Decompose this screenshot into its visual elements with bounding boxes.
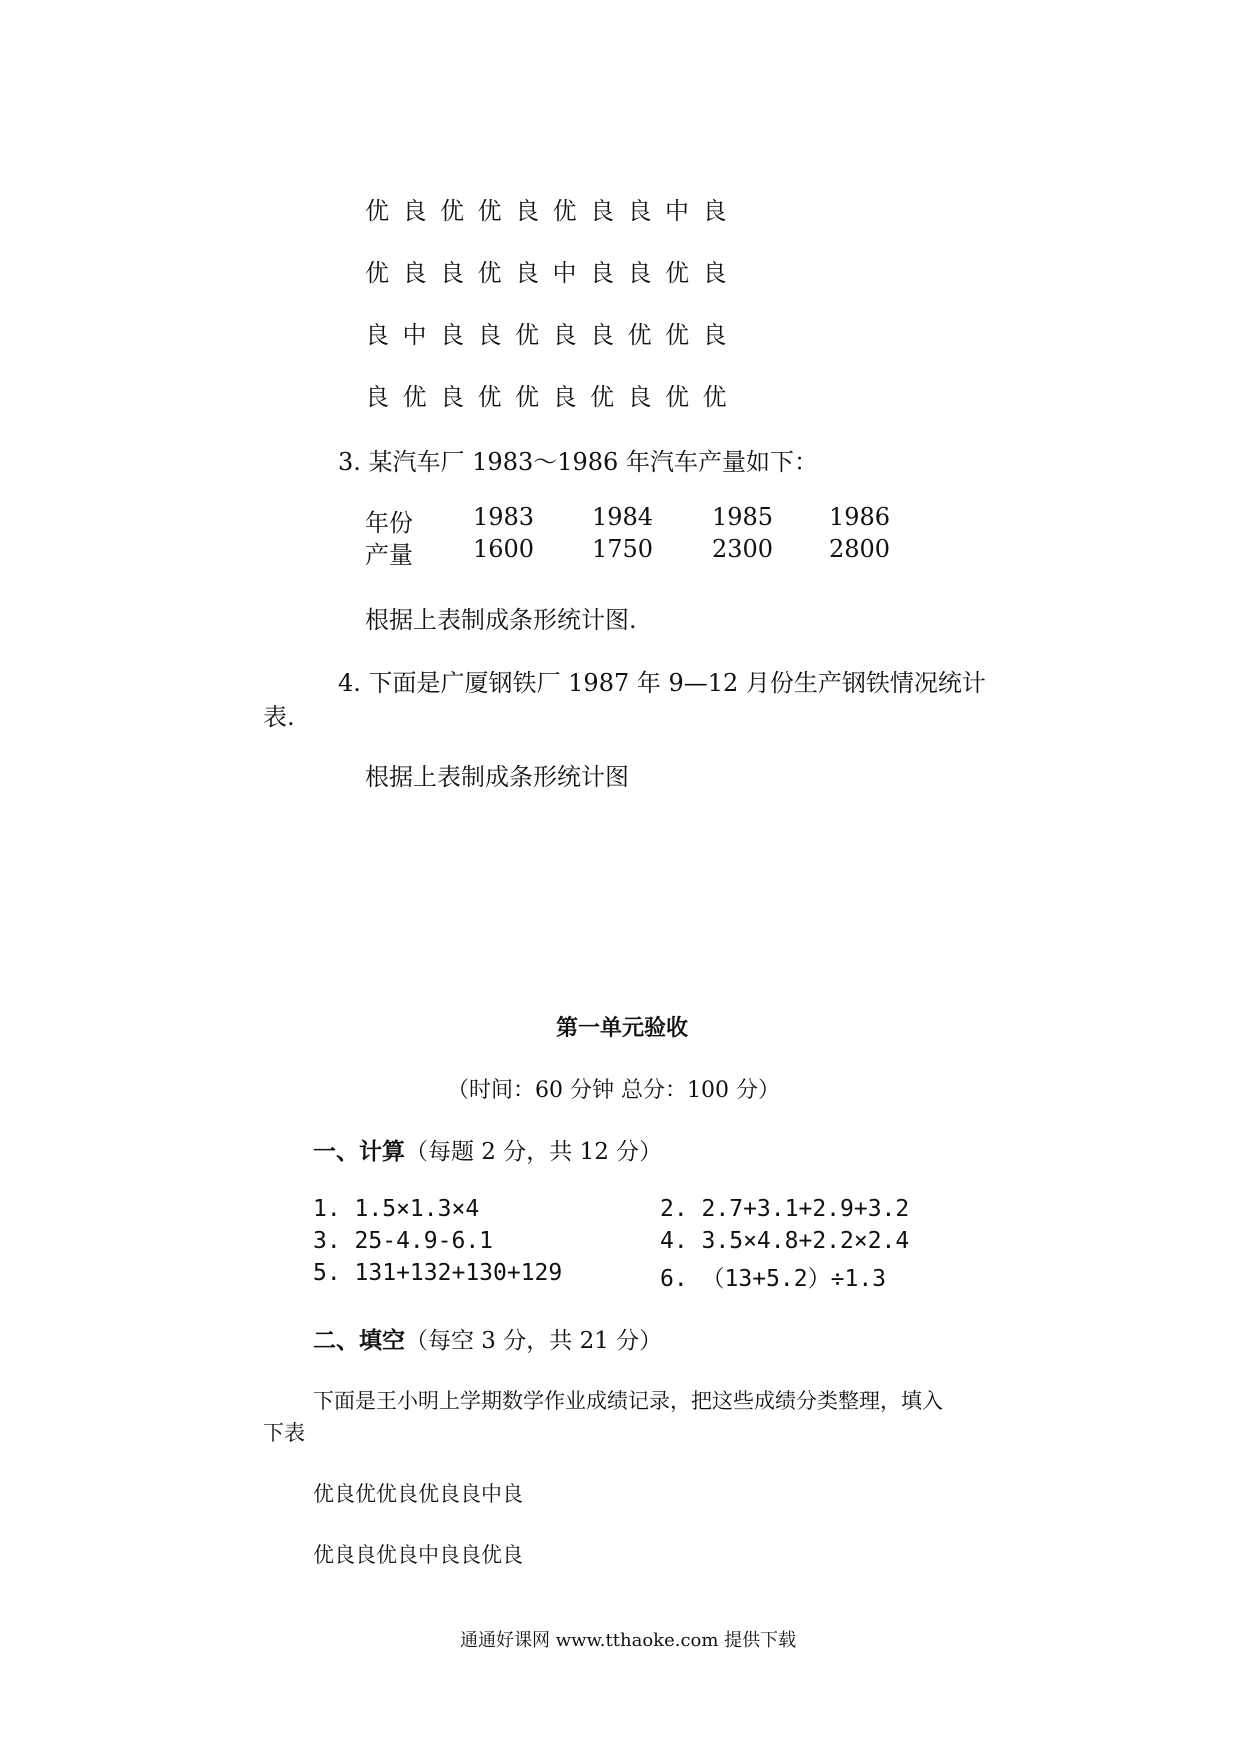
unit-subtitle: （时间：60 分钟 总分：100 分） <box>447 1078 780 1103</box>
grade-cell: 优 <box>515 321 539 349</box>
question-3: 3. 某汽车厂 1983～1986 年汽车产量如下： <box>338 448 818 476</box>
grade-cell: 优 <box>477 383 502 411</box>
calc-item-4: 4. 3.5×4.8+2.2×2.4 <box>660 1228 910 1254</box>
unit-title: 第一单元验收 <box>556 1015 689 1041</box>
grade-cell: 良 <box>590 321 614 349</box>
question-3-instruction: 根据上表制成条形统计图. <box>365 606 637 634</box>
calc-item-1: 1. 1.5×1.3×4 <box>313 1196 480 1222</box>
section-1-title: 一、计算 <box>313 1138 405 1165</box>
grade-cell: 良 <box>440 383 464 411</box>
grade-cell: 优 <box>477 259 502 287</box>
grade-cell: 良 <box>627 197 652 225</box>
grade-cell: 优 <box>515 383 539 411</box>
grade-cell: 良 <box>702 321 727 349</box>
section-1-heading <box>313 1133 662 1166</box>
grade-cell: 优 <box>365 197 389 225</box>
section-2-heading <box>313 1322 662 1355</box>
section-2-grades-line-1: 优良优优良优良良中良 <box>313 1482 523 1506</box>
grade-row-1 <box>365 191 740 226</box>
grade-cell: 中 <box>552 259 577 287</box>
grade-cell: 良 <box>365 321 389 349</box>
grade-cell: 优 <box>702 383 727 411</box>
grade-cell: 良 <box>440 259 464 287</box>
table-year-4: 1986 <box>829 503 891 531</box>
table-year-3: 1985 <box>712 503 774 531</box>
section-2-paragraph-line-2: 下表 <box>263 1421 305 1445</box>
grade-cell: 良 <box>402 259 427 287</box>
grade-cell: 优 <box>590 383 614 411</box>
calc-item-3: 3. 25-4.9-6.1 <box>313 1228 494 1254</box>
grade-cell: 优 <box>627 321 652 349</box>
grade-cell: 良 <box>365 383 389 411</box>
grade-cell: 中 <box>665 197 689 225</box>
question-4-line-1: 4. 下面是广厦钢铁厂 1987 年 9—12 月份生产钢铁情况统计 <box>338 669 986 697</box>
question-4-line-2: 表. <box>263 703 295 731</box>
grade-cell: 优 <box>552 197 577 225</box>
grade-cell: 良 <box>702 259 727 287</box>
table-output-2: 1750 <box>592 535 654 563</box>
grade-cell: 良 <box>552 383 577 411</box>
grade-cell: 优 <box>665 383 689 411</box>
grade-cell: 良 <box>627 259 652 287</box>
calc-item-6: 6. （13+5.2）÷1.3 <box>660 1266 887 1292</box>
grade-row-2 <box>365 253 740 288</box>
table-year-1: 1983 <box>473 503 535 531</box>
section-2-grades-line-2: 优良良优良中良良优良 <box>313 1543 523 1567</box>
grade-cell: 良 <box>627 383 652 411</box>
section-2-title: 二、填空 <box>313 1327 405 1354</box>
grade-cell: 优 <box>665 321 689 349</box>
footer-source: 通通好课网 www.tthaoke.com 提供下载 <box>460 1630 797 1651</box>
table-label-output: 产量 <box>365 541 413 569</box>
grade-cell: 良 <box>702 197 727 225</box>
question-4-instruction: 根据上表制成条形统计图 <box>365 763 629 791</box>
grade-cell: 良 <box>477 321 502 349</box>
table-output-1: 1600 <box>473 535 535 563</box>
table-year-2: 1984 <box>592 503 654 531</box>
grade-row-3 <box>365 315 740 350</box>
grade-cell: 中 <box>402 321 427 349</box>
section-1-note: （每题 2 分，共 12 分） <box>405 1139 663 1165</box>
grade-cell: 优 <box>440 197 464 225</box>
calc-item-2: 2. 2.7+3.1+2.9+3.2 <box>660 1196 910 1222</box>
table-label-year: 年份 <box>365 509 413 537</box>
grade-cell: 良 <box>440 321 464 349</box>
grade-cell: 良 <box>515 259 539 287</box>
table-output-3: 2300 <box>712 535 774 563</box>
grade-cell: 良 <box>590 259 614 287</box>
grade-cell: 优 <box>665 259 689 287</box>
grade-row-4 <box>365 377 740 412</box>
grade-cell: 良 <box>402 197 427 225</box>
section-2-note: （每空 3 分，共 21 分） <box>405 1328 663 1354</box>
section-2-paragraph-line-1: 下面是王小明上学期数学作业成绩记录，把这些成绩分类整理，填入 <box>313 1389 943 1413</box>
grade-cell: 优 <box>365 259 389 287</box>
grade-cell: 良 <box>590 197 614 225</box>
table-output-4: 2800 <box>829 535 891 563</box>
grade-cell: 良 <box>552 321 577 349</box>
grade-cell: 优 <box>402 383 427 411</box>
calc-item-5: 5. 131+132+130+129 <box>313 1260 563 1286</box>
grade-cell: 优 <box>477 197 502 225</box>
grade-cell: 良 <box>515 197 539 225</box>
